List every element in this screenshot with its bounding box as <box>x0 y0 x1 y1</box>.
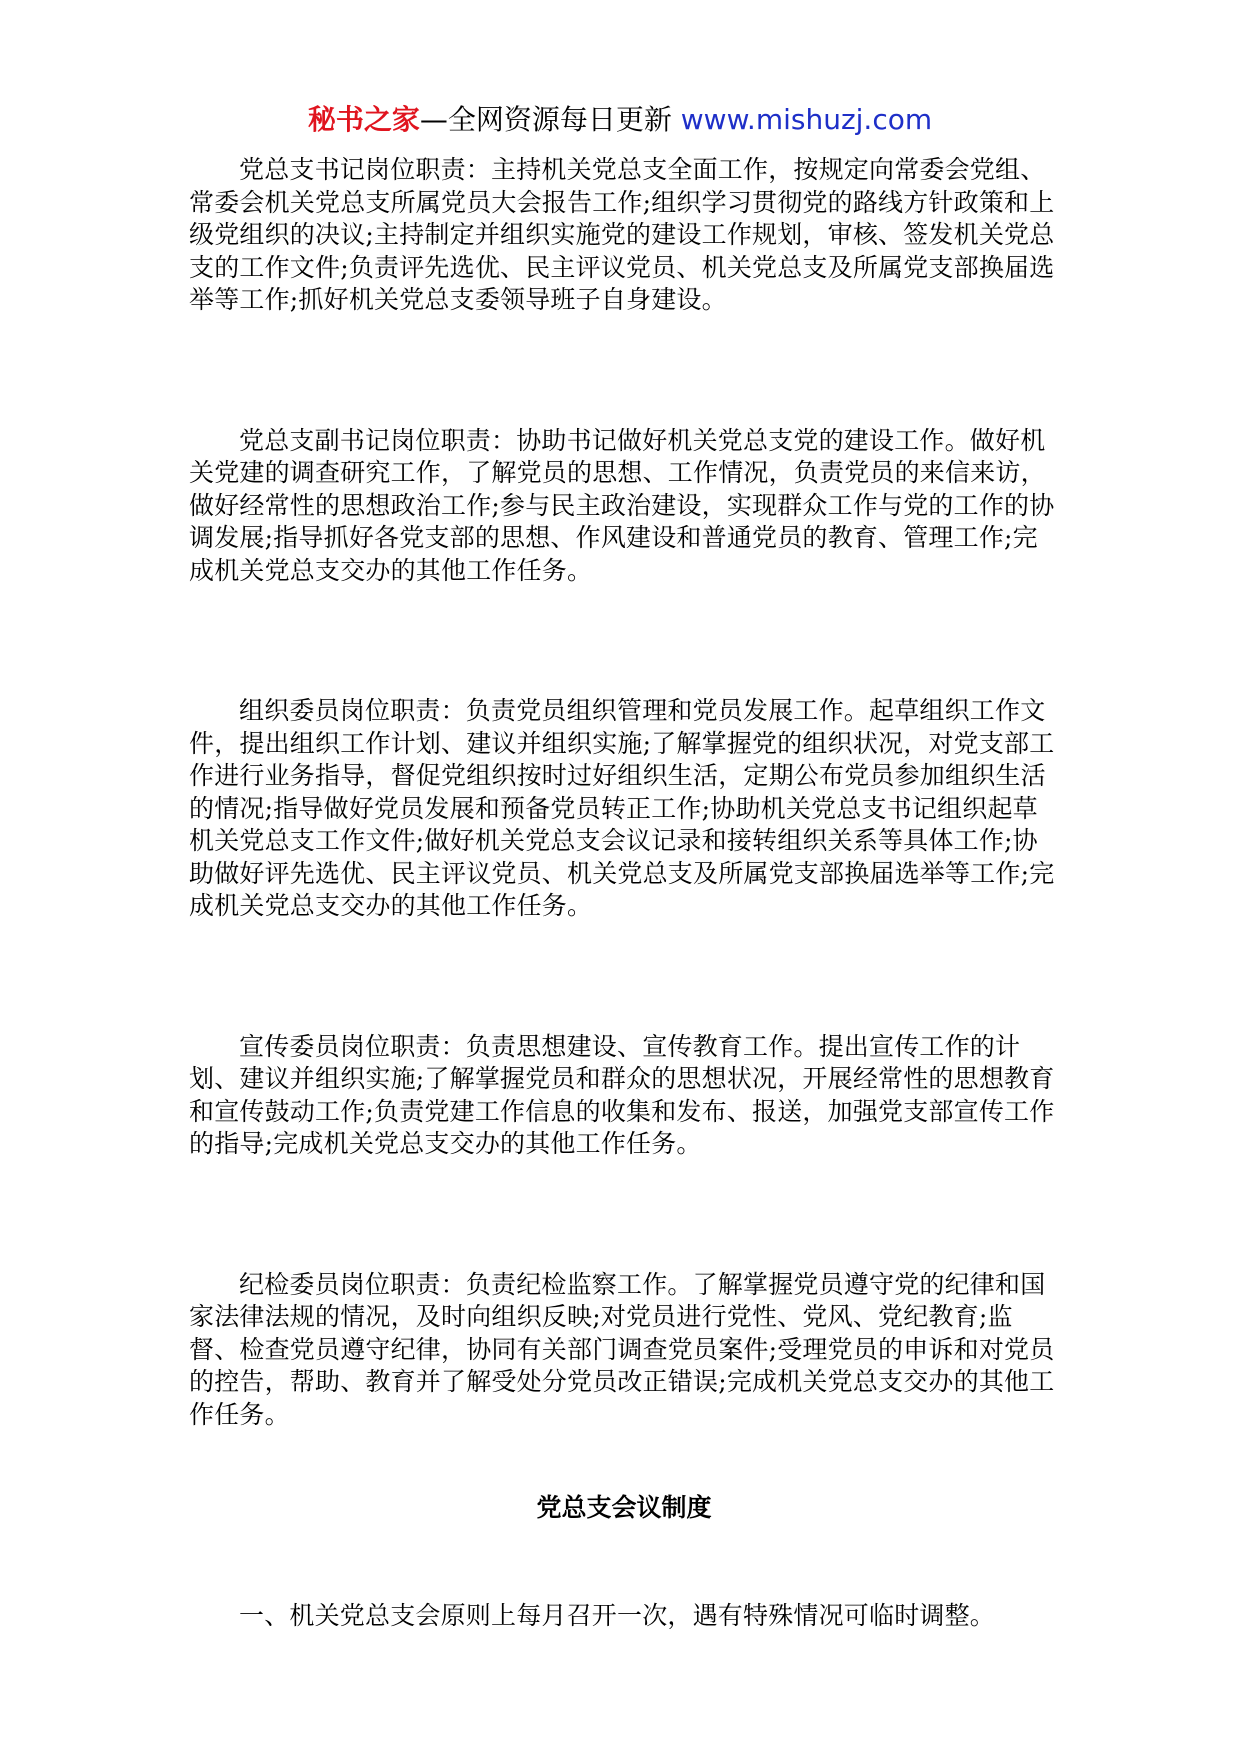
brand-name: 秘书之家 <box>307 103 420 136</box>
header-tagline: —全网资源每日更新 <box>419 103 681 136</box>
document-body <box>189 154 1059 1633</box>
paragraph-spacer <box>189 1161 1059 1269</box>
paragraph-discipline-member-duties: 纪检委员岗位职责：负责纪检监察工作。了解掌握党员遵守党的纪律和国家法律法规的情况，及时向组织反映;对党员进行党性、党风、党纪教育;监督、检查党员遵守纪律，协同有关部门调查党员案件;受理党员的申诉和对党员的控告，帮助、教育并了解受处分党员改正错误;完成机关党总支交办的其他工作任务。 <box>189 1269 1055 1429</box>
heading-spacer <box>189 1525 1059 1600</box>
paragraph-organization-member-duties: 组织委员岗位职责：负责党员组织管理和党员发展工作。起草组织工作文件，提出组织工作计划、建议并组织实施;了解掌握党的组织状况，对党支部工作进行业务指导，督促党组织按时过好组织生活，定期公布党员参加组织生活的情况;指导做好党员发展和预备党员转正工作;协助机关党总支书记组织起草机关党总支工作文件;做好机关党总支会议记录和接转组织关系等具体工作;协助做好评先选优、民主评议党员、机关党总支及所属党支部换届选举等工作;完成机关党总支交办的其他工作任务。 <box>189 696 1055 920</box>
paragraph-meeting-rule-1: 一、机关党总支会原则上每月召开一次，遇有特殊情况可临时调整。 <box>239 1601 996 1630</box>
heading-spacer <box>189 1431 1059 1491</box>
site-url-link[interactable]: www.mishuzj.com <box>680 103 933 136</box>
paragraph-spacer <box>189 317 1059 425</box>
paragraph-deputy-secretary-duties: 党总支副书记岗位职责：协助书记做好机关党总支党的建设工作。做好机关党建的调查研究工作，了解党员的思想、工作情况，负责党员的来信来访，做好经常性的思想政治工作;参与民主政治建设，实现群众工作与党的工作的协调发展;指导抓好各党支部的思想、作风建设和普通党员的教育、管理工作;完成机关党总支交办的其他工作任务。 <box>189 425 1055 585</box>
section-heading: 党总支会议制度 <box>536 1493 712 1522</box>
page-header <box>0 100 1240 140</box>
paragraph-secretary-duties: 党总支书记岗位职责：主持机关党总支全面工作，按规定向常委会党组、常委会机关党总支所属党员大会报告工作;组织学习贯彻党的路线方针政策和上级党组织的决议;主持制定并组织实施党的建设工作规划，审核、签发机关党总支的工作文件;负责评先选优、民主评议党员、机关党总支及所属党支部换届选举等工作;抓好机关党总支委领导班子自身建设。 <box>189 155 1055 314</box>
paragraph-spacer <box>189 923 1059 1031</box>
paragraph-publicity-member-duties: 宣传委员岗位职责：负责思想建设、宣传教育工作。提出宣传工作的计划、建议并组织实施;了解掌握党员和群众的思想状况，开展经常性的思想教育和宣传鼓动工作;负责党建工作信息的收集和发布、报送，加强党支部宣传工作的指导;完成机关党总支交办的其他工作任务。 <box>189 1031 1055 1158</box>
paragraph-spacer <box>189 587 1059 695</box>
